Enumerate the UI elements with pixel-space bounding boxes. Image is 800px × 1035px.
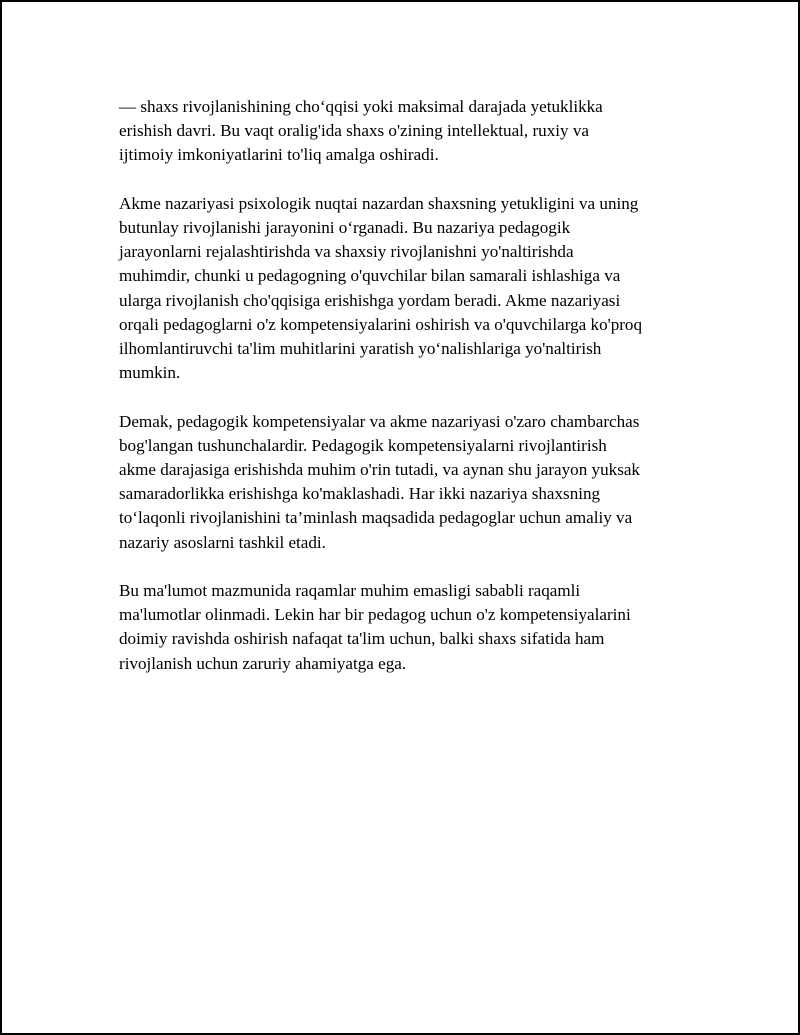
text-line: Akme nazariyasi psixologik nuqtai nazardan shaxsning yetukligini va uning [119,193,639,213]
text-line: erishish davri. Bu vaqt oralig'ida shaxs o'zining intellektual, ruxiy va [119,121,589,141]
text-line: nazariy asoslarni tashkil etadi. [119,532,326,552]
text-line: ijtimoiy imkoniyatlarini to'liq amalga oshiradi. [119,145,439,165]
text-line: rivojlanish uchun zaruriy ahamiyatga ega. [119,653,407,673]
text-line: ilhomlantiruvchi ta'lim muhitlarini yaratish yo‘nalishlariga yo'naltirish [119,339,602,359]
text-line: ularga rivojlanish cho'qqisiga erishishga yordam beradi. Akme nazariyasi [119,290,621,310]
text-line: mumkin. [119,363,181,383]
text-line: to‘laqonli rivojlanishini ta’minlash maqsadida pedagoglar uchun amaliy va [119,508,633,528]
text-line: butunlay rivojlanishi jarayonini o‘rganadi. Bu nazariya pedagogik [119,218,571,237]
document-body [119,95,694,700]
text-line: Bu ma'lumot mazmunida raqamlar muhim emasligi sababli raqamli [119,581,581,601]
text-line: doimiy ravishda oshirish nafaqat ta'lim uchun, balki shaxs sifatida ham [119,629,605,649]
text-line: bog'langan tushunchalardir. Pedagogik kompetensiyalarni rivojlantirish [119,435,607,455]
paragraph-note [119,579,694,676]
text-line: muhimdir, chunki u pedagogning o'quvchilar bilan samarali ishlashiga va [119,266,621,286]
text-line: ma'lumotlar olinmadi. Lekin har bir pedagog uchun o'z kompetensiyalarini [119,605,631,625]
text-line: jarayonlarni rejalashtirishda va shaxsiy rivojlanishni yo'naltirishda [119,242,574,262]
text-line: — shaxs rivojlanishining cho‘qqisi yoki maksimal darajada yetuklikka [119,97,603,116]
text-line: orqali pedagoglarni o'z kompetensiyalarini oshirish va o'quvchilarga ko'proq [119,314,643,334]
paragraph-akme-definition [119,95,694,168]
paragraph-akme-theory [119,192,694,386]
text-line: akme darajasiga erishishda muhim o'rin tutadi, va aynan shu jarayon yuksak [119,460,640,480]
text-line: samaradorlikka erishishga ko'maklashadi. Har ikki nazariya shaxsning [119,484,601,504]
paragraph-conclusion [119,410,694,555]
text-line: Demak, pedagogik kompetensiyalar va akme nazariyasi o'zaro chambarchas [119,411,640,431]
